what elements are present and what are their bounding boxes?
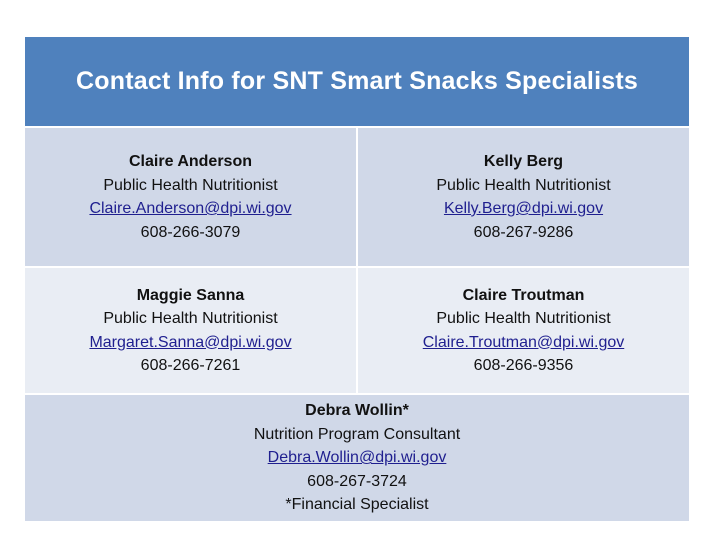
- contact-name: Claire Anderson: [129, 153, 252, 170]
- contact-phone: 608-267-3724: [307, 472, 407, 490]
- contact-name: Kelly Berg: [483, 153, 564, 170]
- contact-email-link[interactable]: Claire.Troutman@dpi.wi.gov: [422, 333, 625, 351]
- contact-email-link[interactable]: Claire.Anderson@dpi.wi.gov: [89, 200, 292, 217]
- contact-role: Nutrition Program Consultant: [253, 425, 461, 443]
- contact-role: Public Health Nutritionist: [436, 310, 611, 327]
- contact-email-link[interactable]: Kelly.Berg@dpi.wi.gov: [443, 200, 604, 217]
- contact-phone: 608-266-9356: [473, 357, 574, 374]
- contact-table: [25, 37, 689, 521]
- contact-phone: 608-266-7261: [140, 357, 241, 374]
- contact-phone: 608-267-9286: [473, 223, 574, 241]
- contact-name: Debra Wollin*: [305, 402, 409, 420]
- contact-role: Public Health Nutritionist: [103, 310, 278, 327]
- contact-cell-debra-wollin: [25, 395, 689, 521]
- contact-role: Public Health Nutritionist: [436, 176, 611, 194]
- contact-cell-claire-troutman: [358, 268, 689, 393]
- contact-phone: 608-266-3079: [140, 223, 241, 241]
- contact-name: Maggie Sanna: [136, 286, 245, 304]
- contact-name: Claire Troutman: [462, 286, 585, 304]
- contact-email-link[interactable]: Margaret.Sanna@dpi.wi.gov: [89, 333, 292, 351]
- page-title: Contact Info for SNT Smart Snacks Specialists: [76, 67, 638, 95]
- contact-cell-kelly-berg: [358, 128, 689, 266]
- footnote: *Financial Specialist: [285, 496, 429, 514]
- contact-email-link[interactable]: Debra.Wollin@dpi.wi.gov: [267, 449, 447, 467]
- table-header: [25, 37, 689, 126]
- contact-cell-claire-anderson: [25, 128, 356, 266]
- contact-cell-maggie-sanna: [25, 268, 356, 393]
- contact-role: Public Health Nutritionist: [103, 176, 278, 194]
